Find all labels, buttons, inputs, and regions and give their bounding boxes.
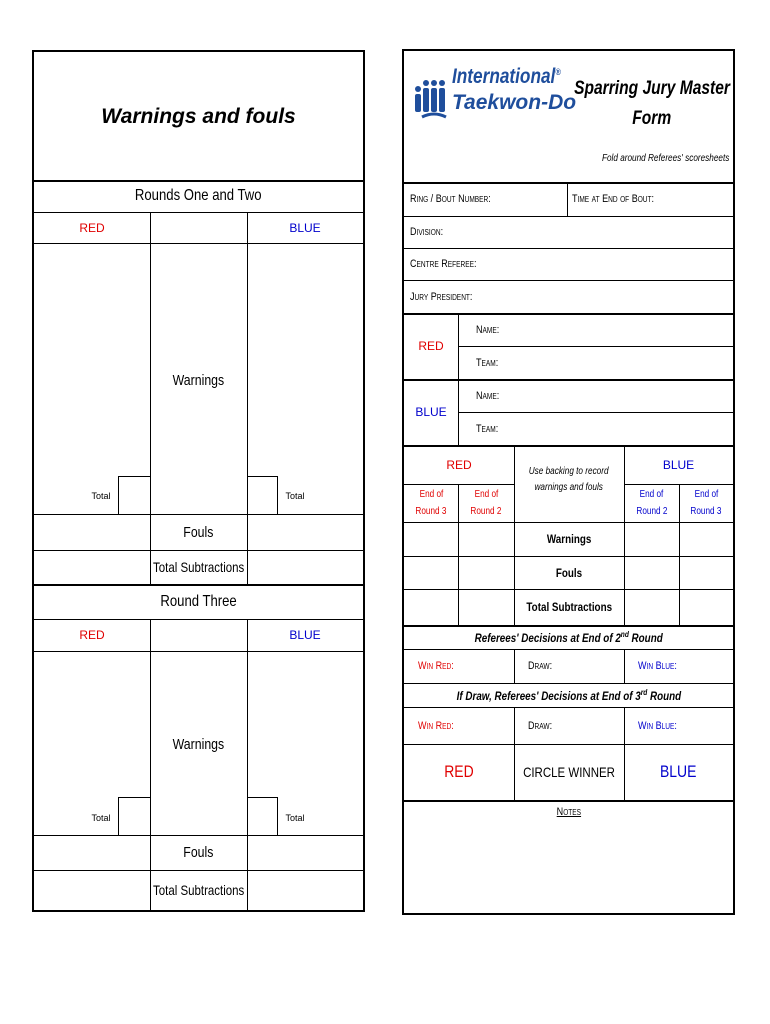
- form-title-line2: Form: [632, 108, 672, 129]
- red-end-round3: End of Round 3: [415, 489, 447, 517]
- blue-end-round2: End of Round 2: [635, 489, 668, 517]
- total-label-red-r3: Total: [91, 813, 111, 823]
- jury-president-field[interactable]: Jury President:: [410, 290, 473, 303]
- logo-text-line1: International®: [452, 65, 561, 88]
- use-backing-note: Use backing to record: [529, 465, 609, 477]
- total-subtractions-label: Total Subtractions: [152, 559, 245, 575]
- division-field[interactable]: Division:: [410, 226, 444, 238]
- circle-red-option[interactable]: RED: [444, 762, 474, 781]
- form-title-line1: Sparring Jury Master: [574, 78, 730, 99]
- red-competitor-label: RED: [418, 339, 444, 353]
- circle-winner-label: CIRCLE WINNER: [523, 764, 615, 780]
- blue-team-field[interactable]: Team:: [476, 422, 499, 435]
- total-label-red: Total: [91, 491, 111, 501]
- use-backing-note-2: warnings and fouls: [534, 481, 604, 493]
- total-label-blue-r3: Total: [285, 813, 305, 823]
- fouls-label: Fouls: [183, 523, 214, 541]
- warnings-label: Warnings: [172, 371, 225, 389]
- score-total-subtractions-label: Total Subtractions: [526, 600, 612, 614]
- fouls-label-r3: Fouls: [183, 844, 214, 861]
- win-red-round2[interactable]: Win Red:: [418, 660, 454, 672]
- draw-round2[interactable]: Draw:: [528, 660, 553, 672]
- jury-master-form-panel: [402, 49, 735, 915]
- total-subtractions-label-r3: Total Subtractions: [152, 882, 245, 898]
- ring-bout-number-field[interactable]: Ring / Bout Number:: [410, 193, 491, 205]
- score-fouls-label: Fouls: [555, 565, 583, 580]
- red-name-field[interactable]: Name:: [476, 323, 500, 336]
- if-draw-decisions-heading: If Draw, Referees' Decisions at End of 3rd Round: [456, 687, 681, 703]
- score-red-header: RED: [446, 457, 472, 472]
- red-label: RED: [79, 220, 105, 235]
- rounds-one-two-label: Rounds One and Two: [135, 187, 262, 204]
- circle-blue-option[interactable]: BLUE: [660, 762, 697, 781]
- red-end-round2: End of Round 2: [470, 489, 502, 517]
- blue-name-field[interactable]: Name:: [476, 389, 500, 402]
- notes-area[interactable]: [404, 821, 733, 913]
- red-team-field[interactable]: Team:: [476, 356, 499, 369]
- blue-label-r3: BLUE: [289, 628, 321, 642]
- warnings-label-r3: Warnings: [172, 735, 225, 753]
- round-three-label: Round Three: [160, 592, 237, 610]
- blue-label: BLUE: [289, 220, 321, 235]
- win-blue-round2[interactable]: Win Blue:: [638, 660, 677, 672]
- time-end-of-bout-field[interactable]: Time at End of Bout:: [572, 193, 655, 205]
- blue-end-round3: End of Round 3: [690, 489, 722, 517]
- referees-decisions-round2-heading: Referees' Decisions at End of 2nd Round: [474, 629, 663, 645]
- score-warnings-label: Warnings: [546, 532, 592, 546]
- score-blue-header: BLUE: [662, 457, 695, 472]
- total-label-blue: Total: [285, 491, 305, 501]
- blue-competitor-label: BLUE: [415, 405, 447, 419]
- logo-text-line2: Taekwon-Do: [452, 91, 577, 114]
- notes-heading: Notes: [556, 806, 582, 818]
- centre-referee-field[interactable]: Centre Referee:: [410, 258, 477, 270]
- fold-note: Fold around Referees' scoresheets: [601, 153, 729, 164]
- itf-people-logo-icon: [412, 75, 450, 123]
- red-label-r3: RED: [79, 628, 105, 642]
- warnings-fouls-panel: [32, 50, 365, 912]
- win-red-round3[interactable]: Win Red:: [418, 719, 454, 732]
- panel-heading: Warnings and fouls: [101, 105, 296, 128]
- draw-round3[interactable]: Draw:: [528, 719, 553, 732]
- win-blue-round3[interactable]: Win Blue:: [638, 719, 677, 732]
